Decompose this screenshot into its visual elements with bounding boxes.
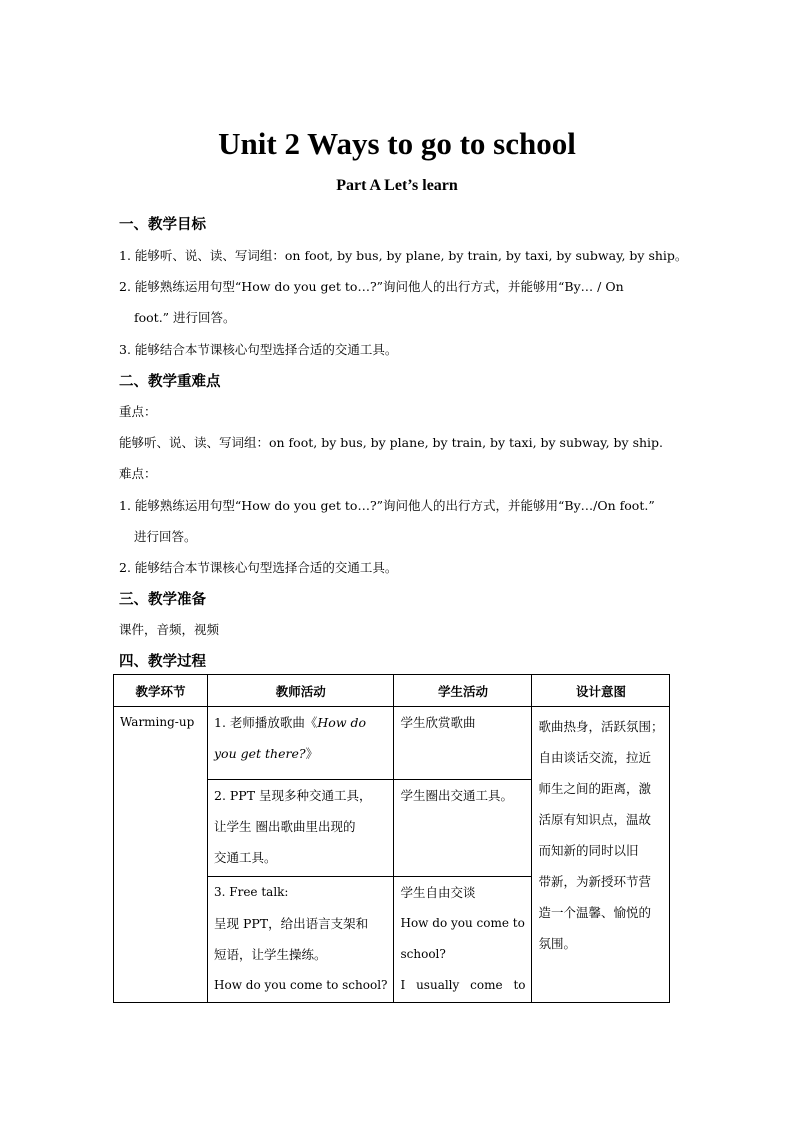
student-activity-text: 学生欣赏歌曲 bbox=[400, 715, 476, 730]
objective-item: 1. 能够听、说、读、写词组：on foot, by bus, by plane, by train, by taxi, by subway, by ship。 bbox=[119, 248, 688, 263]
word: to bbox=[513, 978, 526, 992]
teaching-process-table bbox=[113, 674, 670, 1003]
section-heading-process: 四、教学过程 bbox=[119, 653, 206, 670]
teacher-activity-line: 3. Free talk: bbox=[214, 885, 289, 899]
table-row bbox=[114, 707, 670, 780]
objective-item-continued: foot.” 进行回答。 bbox=[134, 310, 236, 325]
key-point-text: 能够听、说、读、写词组：on foot, by bus, by plane, by train, by taxi, by subway, by ship. bbox=[119, 435, 664, 450]
stage-label: Warming-up bbox=[120, 715, 195, 729]
song-title-part: How do bbox=[317, 715, 367, 730]
teacher-activity-line: 让学生 圈出歌曲里出现的 bbox=[214, 819, 356, 834]
design-intent-line: 歌曲热身，活跃氛围； bbox=[538, 719, 664, 734]
student-activity-cell bbox=[394, 780, 532, 877]
student-activity-line bbox=[400, 970, 525, 1001]
teacher-activity-text: 1. 老师播放歌曲《 bbox=[214, 715, 318, 730]
word: usually bbox=[416, 978, 460, 992]
student-activity-line: How do you come to bbox=[400, 916, 525, 930]
word: I bbox=[400, 978, 406, 992]
difficult-point-item-continued: 进行回答。 bbox=[134, 529, 197, 544]
document-title: Unit 2 Ways to go to school bbox=[218, 126, 576, 161]
teacher-activity-line: 交通工具。 bbox=[214, 850, 277, 865]
teacher-activity-line: 短语，让学生操练。 bbox=[214, 947, 327, 962]
stage-cell bbox=[114, 707, 208, 1003]
section-heading-key-points: 二、教学重难点 bbox=[119, 373, 221, 390]
design-intent-cell bbox=[532, 707, 670, 1003]
section-heading-preparation: 三、教学准备 bbox=[119, 591, 206, 608]
header-design-intent: 设计意图 bbox=[532, 675, 670, 707]
design-intent-line: 活原有知识点，温故 bbox=[538, 812, 651, 827]
teacher-activity-text: 》 bbox=[305, 746, 319, 761]
student-activity-line: 学生自由交谈 bbox=[400, 885, 476, 900]
word: come bbox=[470, 978, 503, 992]
design-intent-line: 而知新的同时以旧 bbox=[538, 843, 639, 858]
objective-item: 2. 能够熟练运用句型“How do you get to…?”询问他人的出行方式，并能够用“By… / On bbox=[119, 279, 624, 294]
teacher-activity-cell bbox=[208, 707, 394, 780]
student-activity-line: school? bbox=[400, 947, 446, 961]
student-activity-cell bbox=[394, 877, 532, 1003]
teacher-activity-line: 呈现 PPT，给出语言支架和 bbox=[214, 916, 369, 931]
header-teacher-activity: 教师活动 bbox=[208, 675, 394, 707]
design-intent-line: 自由谈话交流，拉近 bbox=[538, 750, 651, 765]
student-activity-text: 学生圈出交通工具。 bbox=[400, 788, 513, 803]
header-stage: 教学环节 bbox=[114, 675, 208, 707]
teacher-activity-cell bbox=[208, 780, 394, 877]
teacher-activity-line bbox=[214, 707, 387, 738]
difficult-point-item: 1. 能够熟练运用句型“How do you get to…?”询问他人的出行方式，并能够用“By…/On foot.” bbox=[119, 498, 655, 513]
objective-item: 3. 能够结合本节课核心句型选择合适的交通工具。 bbox=[119, 342, 398, 357]
teacher-activity-line: 2. PPT 呈现多种交通工具， bbox=[214, 788, 372, 803]
student-activity-cell bbox=[394, 707, 532, 780]
table-header-row bbox=[114, 675, 670, 707]
document-subtitle: Part A Let’s learn bbox=[336, 177, 458, 194]
section-heading-objectives: 一、教学目标 bbox=[119, 216, 206, 233]
design-intent-line: 师生之间的距离，激 bbox=[538, 781, 651, 796]
key-point-label: 重点： bbox=[119, 404, 157, 419]
teacher-activity-line: How do you come to school? bbox=[214, 978, 388, 992]
preparation-text: 课件，音频，视频 bbox=[119, 622, 220, 637]
header-student-activity: 学生活动 bbox=[394, 675, 532, 707]
song-title-part: you get there? bbox=[214, 746, 306, 761]
design-intent-line: 氛围。 bbox=[538, 936, 576, 951]
design-intent-line: 造一个温馨、愉悦的 bbox=[538, 905, 651, 920]
difficult-point-label: 难点： bbox=[119, 466, 157, 481]
difficult-point-item: 2. 能够结合本节课核心句型选择合适的交通工具。 bbox=[119, 560, 398, 575]
teacher-activity-line bbox=[214, 738, 387, 769]
design-intent-line: 带新，为新授环节营 bbox=[538, 874, 651, 889]
teacher-activity-cell bbox=[208, 877, 394, 1003]
